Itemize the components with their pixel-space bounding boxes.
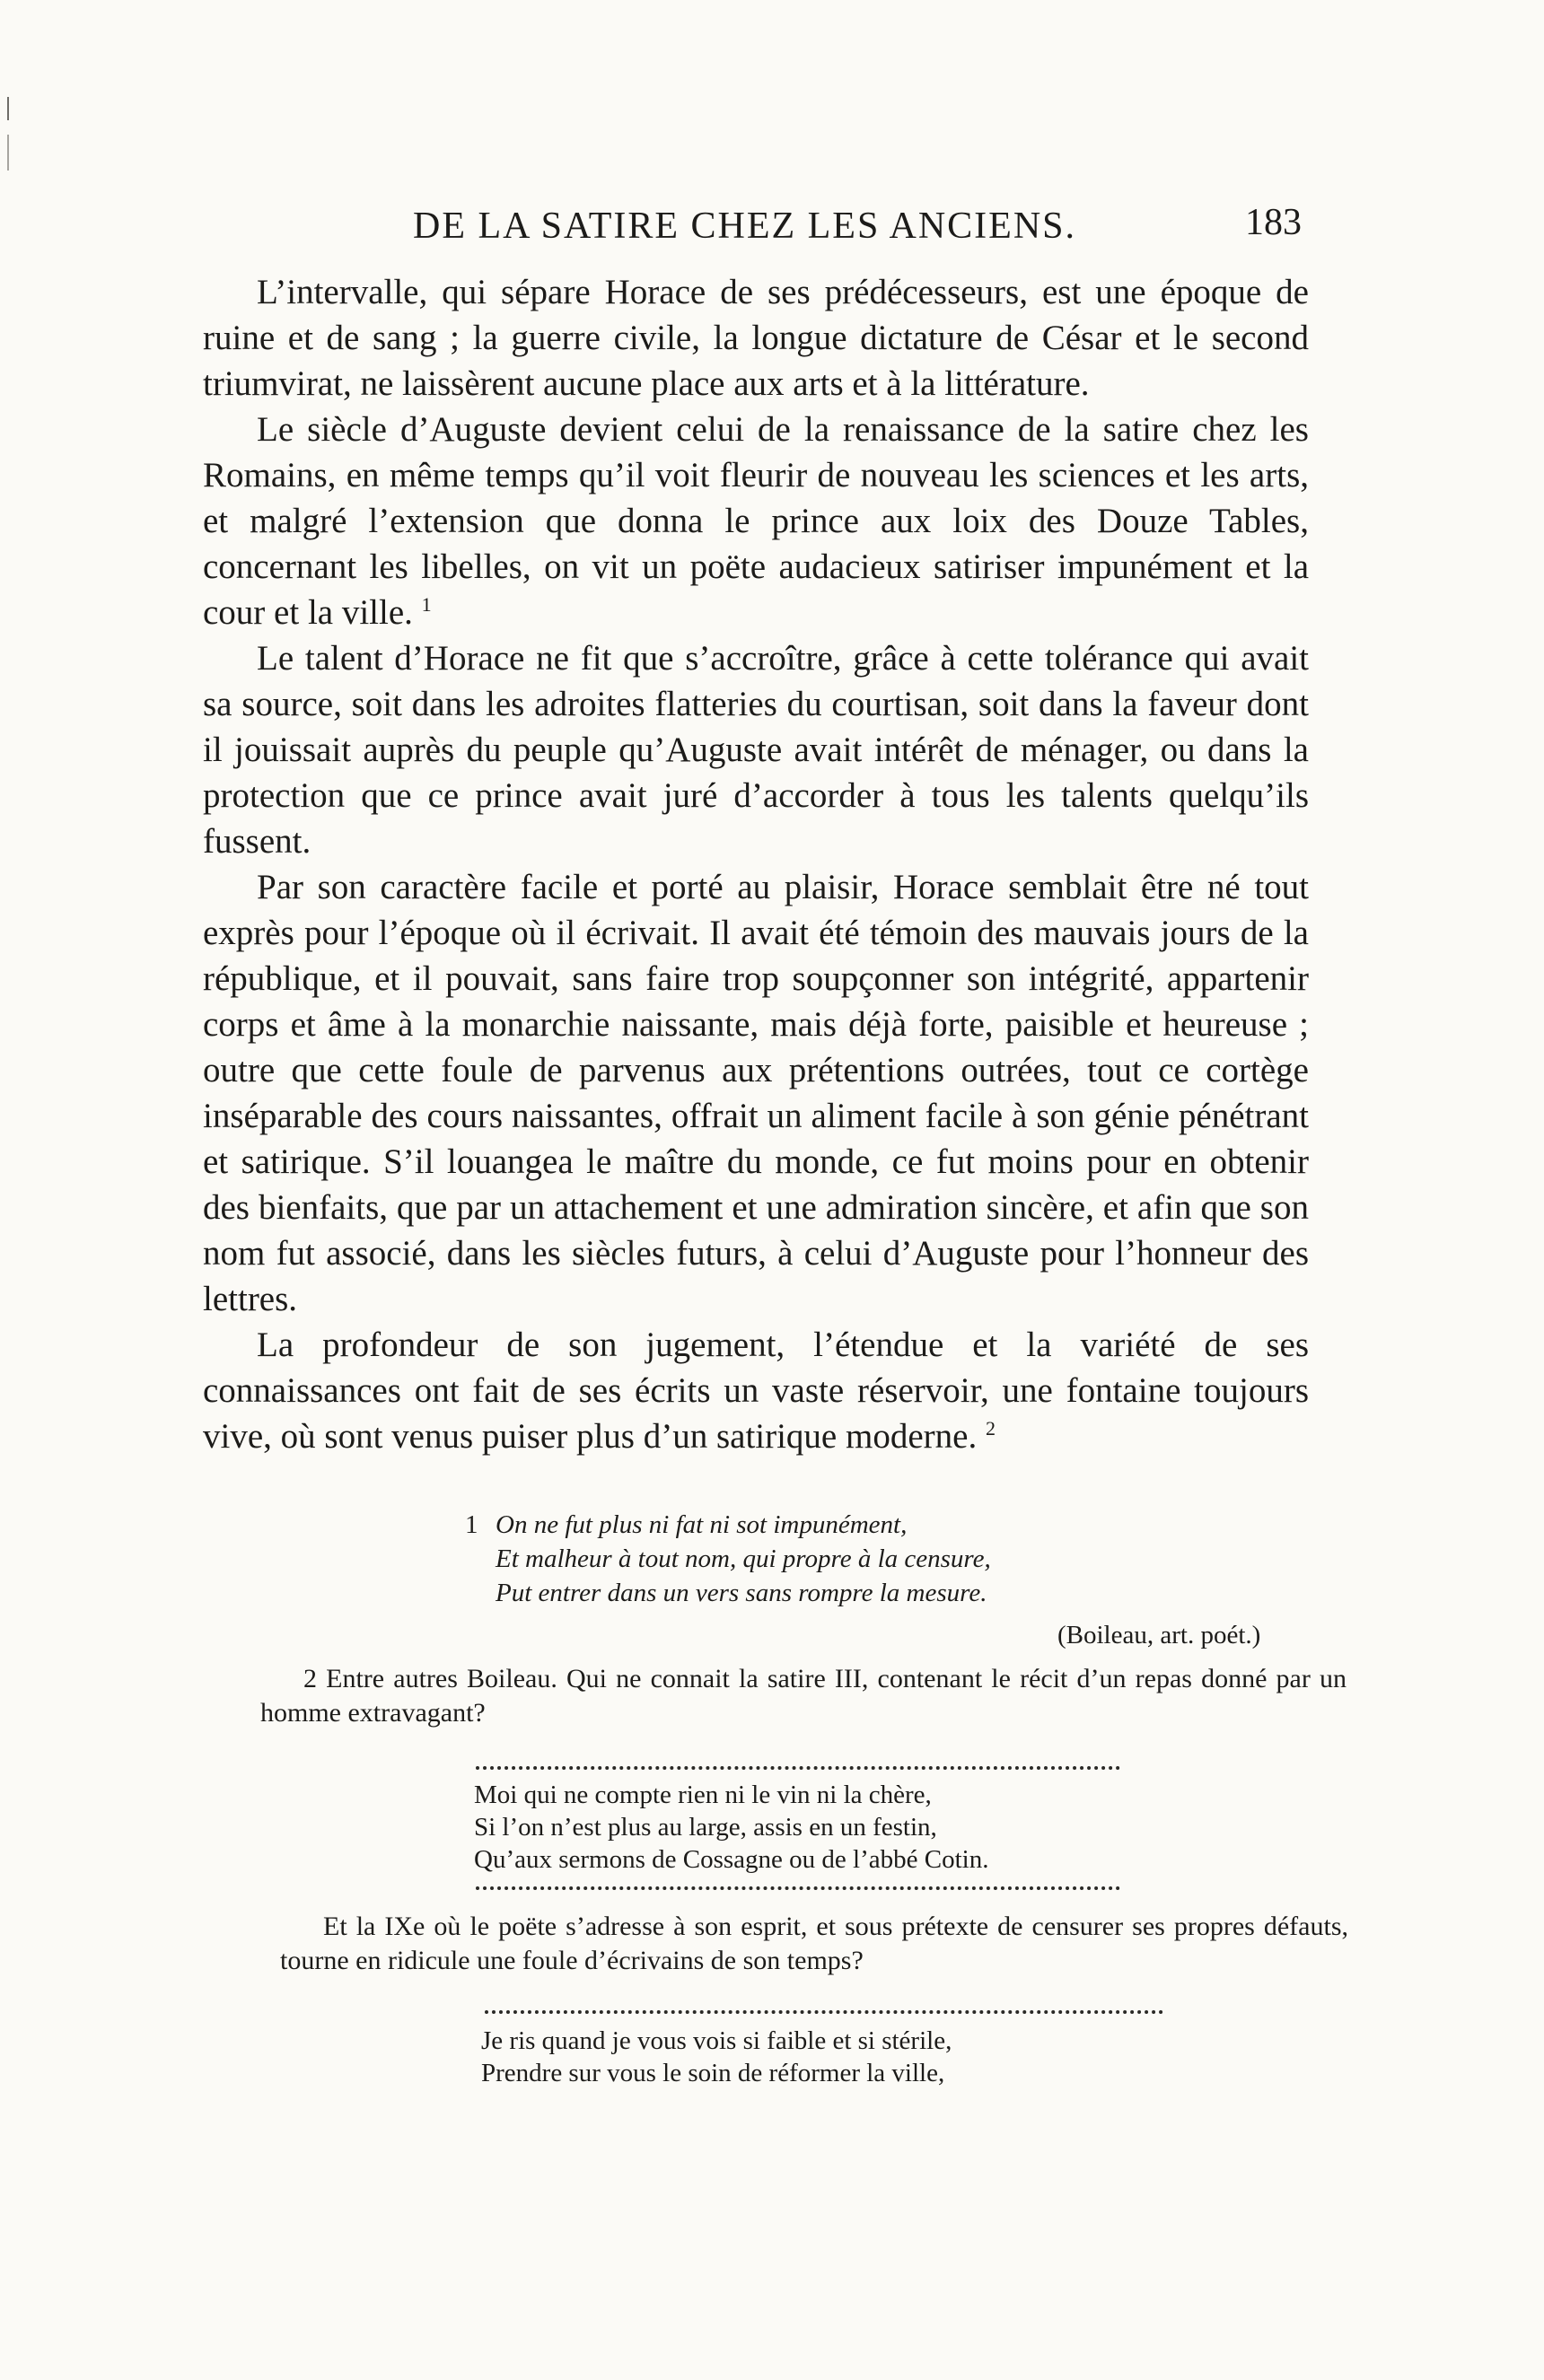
quote-line: Prendre sur vous le soin de réformer la ville, xyxy=(481,2059,945,2087)
paragraph: Le talent d’Horace ne fit que s’accroître, grâce à cette tolérance qui avait sa source, soit dans les adroites flatteries du courtisan, soit dans la faveur dont il jouissait auprès du peuple qu’Auguste avait intérêt de ménager, ou dans la protection que ce prince avait juré d’accorder à tous les talents quelqu’ils fussent. xyxy=(203,639,1309,861)
footnote-1-attribution: (Boileau, art. poét.) xyxy=(1057,1621,1261,1649)
running-title: DE LA SATIRE CHEZ LES ANCIENS. xyxy=(413,206,1077,247)
footnote-2-quote-1 xyxy=(474,1779,988,1876)
ellipsis-rule xyxy=(476,1766,1120,1770)
verse-line: Put entrer dans un vers sans rompre la mesure. xyxy=(496,1579,987,1607)
main-text xyxy=(203,269,1309,1459)
scan-edge-mark xyxy=(7,97,9,120)
paragraph: Le siècle d’Auguste devient celui de la renaissance de la satire chez les Romains, en même temps qu’il voit fleurir de nouveau les sciences et les arts, et malgré l’extension que donna le prince aux loix des Douze Tables, concernant les libelles, on vit un poëte audacieux satiriser impunément et la cour et la ville. $^1$ xyxy=(203,410,1309,632)
footnote-number: 1 xyxy=(465,1510,478,1539)
quote-line: Si l’on n’est plus au large, assis en un festin, xyxy=(474,1813,937,1842)
ellipsis-rule xyxy=(476,1886,1120,1890)
scan-edge-mark xyxy=(7,135,9,171)
footnote-ref: 2 xyxy=(985,1417,996,1439)
verse-line: On ne fut plus ni fat ni sot impunément, xyxy=(496,1510,908,1539)
footnote-1-verse xyxy=(465,1508,1232,1610)
footnote-2-quote-2 xyxy=(481,2025,952,2089)
quote-line: Je ris quand je vous vois si faible et si stérile, xyxy=(481,2026,952,2055)
paragraph: L’intervalle, qui sépare Horace de ses prédécesseurs, est une époque de ruine et de sang ; la guerre civile, la longue dictature de César et le second triumvirat, ne laissèrent aucune place aux arts et à la littérature. xyxy=(203,273,1309,403)
footnote-2-middle: Et la IXe où le poëte s’adresse à son esprit, et sous prétexte de censurer ses propres défauts, tourne en ridicule une foule d’écrivains de son temps? xyxy=(280,1912,1348,1975)
paragraph: Par son caractère facile et porté au plaisir, Horace semblait être né tout exprès pour l’époque où il écrivait. Il avait été témoin des mauvais jours de la république, et il pouvait, sans faire trop soupçonner son intégrité, appartenir corps et âme à la monarchie naissante, mais déjà forte, paisible et heureuse ; outre que cette foule de parvenus aux prétentions outrées, tout ce cortège inséparable des cours naissantes, offrait un aliment facile à son génie pénétrant et satirique. S’il louangea le maître du monde, ce fut moins pour en obtenir des bienfaits, que par un attachement et une admiration sincère, et afin que son nom fut associé, dans les siècles futurs, à celui d’Auguste pour l’honneur des lettres. xyxy=(203,868,1309,1318)
quote-line: Moi qui ne compte rien ni le vin ni la chère, xyxy=(474,1781,932,1809)
running-head xyxy=(206,202,1302,258)
page-number: 183 xyxy=(1245,202,1302,243)
footnote-2-intro: 2 Entre autres Boileau. Qui ne connait la satire III, contenant le récit d’un repas donné par un homme extravagant? xyxy=(260,1664,1347,1728)
ellipsis-rule xyxy=(485,2010,1163,2014)
quote-line: Qu’aux sermons de Cossagne ou de l’abbé Cotin. xyxy=(474,1845,989,1874)
verse-line: Et malheur à tout nom, qui propre à la censure, xyxy=(496,1544,991,1573)
footnote-ref: 1 xyxy=(421,593,432,616)
paragraph: La profondeur de son jugement, l’étendue et la variété de ses connaissances ont fait de ses écrits un vaste réservoir, une fontaine toujours vive, où sont venus puiser plus d’un satirique moderne. $^2$ xyxy=(203,1326,1309,1456)
